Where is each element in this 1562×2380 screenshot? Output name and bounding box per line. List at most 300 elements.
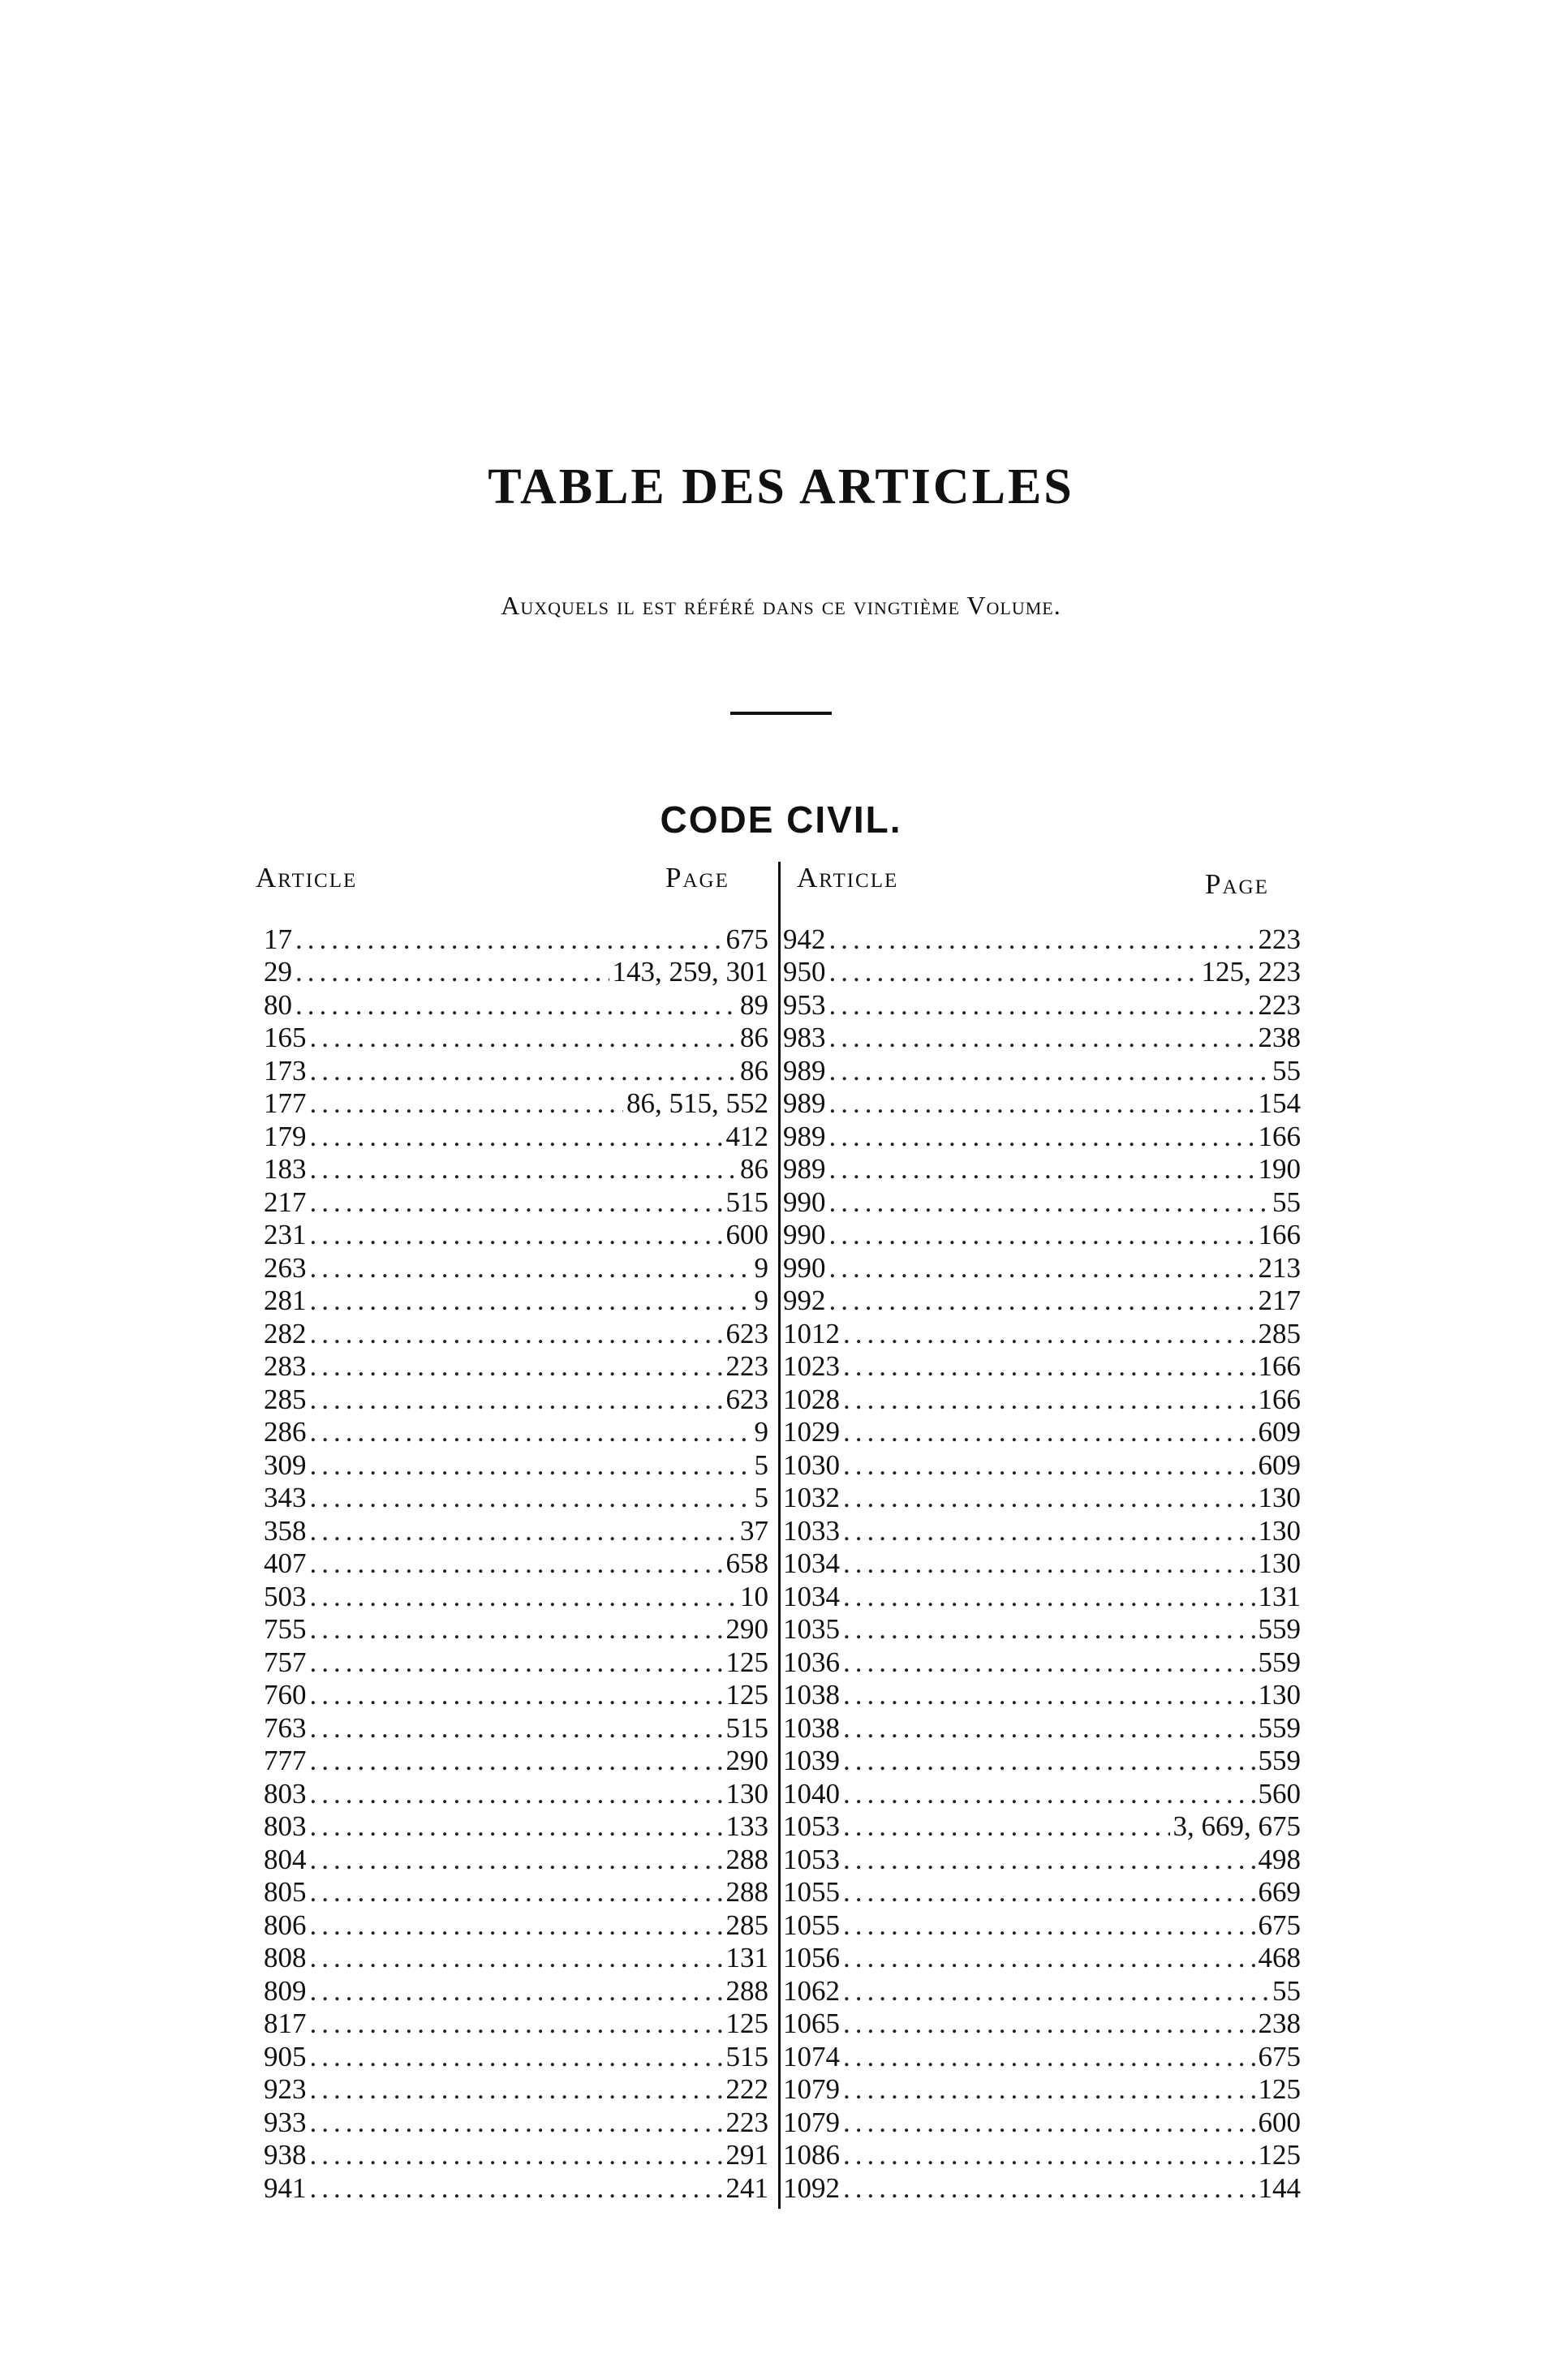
index-row bbox=[783, 1646, 1301, 1679]
article-number: 1053 bbox=[783, 1810, 840, 1842]
page-reference: 37 bbox=[740, 1514, 768, 1547]
page-reference: 285 bbox=[725, 1909, 768, 1941]
page-reference: 166 bbox=[1258, 1219, 1301, 1250]
page-reference: 468 bbox=[1258, 1942, 1301, 1973]
article-number: 1055 bbox=[783, 1909, 840, 1941]
article-number: 1055 bbox=[783, 1876, 840, 1908]
dot-leader bbox=[843, 1844, 1255, 1876]
page-reference: 190 bbox=[1258, 1153, 1301, 1185]
article-number: 165 bbox=[264, 1022, 307, 1053]
page-reference: 222 bbox=[725, 2073, 768, 2105]
dot-leader bbox=[843, 2139, 1255, 2171]
page-reference: 600 bbox=[725, 1219, 768, 1250]
index-row bbox=[264, 1120, 768, 1153]
article-number: 1038 bbox=[783, 1711, 840, 1744]
page-reference: 130 bbox=[1258, 1482, 1301, 1513]
page-reference: 166 bbox=[1258, 1383, 1301, 1415]
article-number: 1065 bbox=[783, 2008, 840, 2039]
dot-leader bbox=[829, 1055, 1270, 1087]
page-reference: 288 bbox=[725, 1876, 768, 1908]
article-number: 809 bbox=[264, 1974, 307, 2007]
page-reference: 213 bbox=[1258, 1251, 1301, 1284]
page-reference: 675 bbox=[1258, 2040, 1301, 2072]
page-reference: 144 bbox=[1258, 2171, 1301, 2204]
index-row bbox=[264, 1711, 768, 1745]
index-row bbox=[264, 956, 768, 989]
dot-leader bbox=[310, 1712, 723, 1745]
page-reference: 290 bbox=[725, 1745, 768, 1776]
dot-leader bbox=[310, 1252, 751, 1285]
article-number: 1034 bbox=[783, 1580, 840, 1612]
index-row bbox=[264, 1285, 768, 1318]
index-row bbox=[783, 1679, 1301, 1712]
right-index-list bbox=[783, 923, 1301, 2205]
page-reference: 241 bbox=[725, 2171, 768, 2204]
dot-leader bbox=[310, 1416, 751, 1448]
index-row bbox=[783, 1317, 1301, 1350]
index-row bbox=[264, 1317, 768, 1350]
page-reference: 290 bbox=[725, 1613, 768, 1645]
article-number: 1032 bbox=[783, 1482, 840, 1513]
dot-leader bbox=[295, 956, 609, 988]
article-number: 1012 bbox=[783, 1317, 840, 1349]
article-number: 817 bbox=[264, 2008, 307, 2039]
dot-leader bbox=[295, 923, 723, 956]
article-number: 755 bbox=[264, 1613, 307, 1645]
index-row bbox=[264, 1054, 768, 1087]
dot-leader bbox=[310, 1745, 723, 1777]
dot-leader bbox=[829, 1186, 1270, 1219]
dot-leader bbox=[310, 1219, 723, 1251]
index-row bbox=[264, 2106, 768, 2139]
article-number: 283 bbox=[264, 1350, 307, 1382]
page-reference: 55 bbox=[1272, 1186, 1301, 1218]
article-number: 808 bbox=[264, 1942, 307, 1973]
index-row bbox=[264, 1153, 768, 1186]
index-row bbox=[783, 1448, 1301, 1482]
article-number: 990 bbox=[783, 1251, 826, 1284]
dot-leader bbox=[310, 1186, 723, 1219]
index-row bbox=[264, 1646, 768, 1679]
page-reference: 9 bbox=[754, 1416, 768, 1448]
index-row bbox=[783, 2106, 1301, 2139]
page-reference: 5 bbox=[754, 1482, 768, 1513]
index-row bbox=[264, 2040, 768, 2073]
page-reference: 223 bbox=[725, 1350, 768, 1382]
index-row bbox=[264, 1383, 768, 1416]
article-number: 1034 bbox=[783, 1547, 840, 1579]
index-row bbox=[264, 1876, 768, 1909]
article-number: 953 bbox=[783, 988, 826, 1021]
index-row bbox=[264, 1514, 768, 1547]
index-row bbox=[264, 2171, 768, 2205]
index-row bbox=[264, 1613, 768, 1646]
article-number: 179 bbox=[264, 1120, 307, 1152]
column-divider bbox=[778, 862, 781, 2209]
page-reference: 498 bbox=[1258, 1843, 1301, 1875]
page-reference: 658 bbox=[725, 1547, 768, 1579]
article-number: 1062 bbox=[783, 1974, 840, 2007]
article-number: 263 bbox=[264, 1251, 307, 1284]
dot-leader bbox=[843, 1613, 1255, 1646]
page-reference: 559 bbox=[1258, 1646, 1301, 1678]
index-row bbox=[783, 1876, 1301, 1909]
index-row bbox=[264, 988, 768, 1022]
dot-leader bbox=[843, 1515, 1255, 1547]
index-row bbox=[783, 1219, 1301, 1252]
article-number: 231 bbox=[264, 1219, 307, 1250]
dot-leader bbox=[843, 2073, 1255, 2106]
page-reference: 125 bbox=[1258, 2073, 1301, 2105]
page-reference: 89 bbox=[740, 988, 768, 1021]
dot-leader bbox=[843, 2041, 1255, 2073]
dot-leader bbox=[310, 1087, 624, 1120]
dot-leader bbox=[829, 1087, 1255, 1120]
page-reference: 130 bbox=[1258, 1514, 1301, 1547]
index-row bbox=[264, 1482, 768, 1515]
article-number: 29 bbox=[264, 956, 292, 988]
dot-leader bbox=[829, 989, 1255, 1022]
dot-leader bbox=[843, 1975, 1269, 2008]
article-number: 1092 bbox=[783, 2171, 840, 2204]
article-number: 923 bbox=[264, 2073, 307, 2105]
index-row bbox=[264, 1186, 768, 1219]
dot-leader bbox=[829, 923, 1255, 956]
index-row bbox=[264, 1251, 768, 1285]
index-row bbox=[264, 923, 768, 956]
left-article-header: Article bbox=[256, 862, 358, 893]
page-reference: 600 bbox=[1258, 2106, 1301, 2138]
article-number: 1086 bbox=[783, 2139, 840, 2171]
dot-leader bbox=[843, 2172, 1255, 2205]
article-number: 989 bbox=[783, 1120, 826, 1152]
article-number: 1040 bbox=[783, 1777, 840, 1810]
page-reference: 560 bbox=[1258, 1777, 1301, 1810]
index-row bbox=[783, 956, 1301, 989]
page-reference: 10 bbox=[740, 1580, 768, 1612]
index-row bbox=[264, 1350, 768, 1384]
dot-leader bbox=[829, 1285, 1255, 1317]
article-number: 942 bbox=[783, 923, 826, 955]
left-index-list bbox=[264, 923, 768, 2205]
page-reference: 125 bbox=[1258, 2139, 1301, 2171]
page-reference: 131 bbox=[725, 1942, 768, 1973]
page-reference: 675 bbox=[1258, 1909, 1301, 1941]
index-row bbox=[264, 1974, 768, 2008]
article-number: 803 bbox=[264, 1810, 307, 1842]
article-number: 343 bbox=[264, 1482, 307, 1513]
page-reference: 559 bbox=[1258, 1613, 1301, 1645]
dot-leader bbox=[843, 2107, 1255, 2139]
page-reference: 86 bbox=[740, 1022, 768, 1053]
article-number: 17 bbox=[264, 923, 292, 955]
article-number: 992 bbox=[783, 1285, 826, 1316]
dot-leader bbox=[310, 1844, 723, 1876]
dot-leader bbox=[310, 1285, 751, 1317]
dot-leader bbox=[843, 1350, 1255, 1383]
page-reference: 291 bbox=[725, 2139, 768, 2171]
article-number: 805 bbox=[264, 1876, 307, 1908]
dot-leader bbox=[843, 1416, 1255, 1448]
dot-leader bbox=[310, 1613, 723, 1646]
index-row bbox=[783, 1514, 1301, 1547]
index-row bbox=[264, 2073, 768, 2107]
dot-leader bbox=[310, 1384, 723, 1416]
dot-leader bbox=[310, 2107, 723, 2139]
article-number: 1039 bbox=[783, 1745, 840, 1776]
dot-leader bbox=[843, 1909, 1255, 1942]
index-row bbox=[264, 2139, 768, 2172]
index-row bbox=[264, 1219, 768, 1252]
page-reference: 130 bbox=[1258, 1679, 1301, 1711]
article-number: 804 bbox=[264, 1843, 307, 1875]
page-reference: 125 bbox=[725, 2008, 768, 2039]
page-reference: 86 bbox=[740, 1054, 768, 1087]
index-row bbox=[264, 1909, 768, 1942]
dot-leader bbox=[843, 1482, 1255, 1514]
dot-leader bbox=[310, 1646, 723, 1679]
index-row bbox=[264, 1745, 768, 1778]
page-reference: 559 bbox=[1258, 1711, 1301, 1744]
dot-leader bbox=[310, 1547, 723, 1580]
page-reference: 515 bbox=[725, 1186, 768, 1218]
dot-leader bbox=[843, 1547, 1255, 1580]
article-number: 757 bbox=[264, 1646, 307, 1678]
dot-leader bbox=[829, 1219, 1255, 1251]
page-reference: 223 bbox=[1258, 923, 1301, 955]
article-number: 281 bbox=[264, 1285, 307, 1316]
article-number: 1028 bbox=[783, 1383, 840, 1415]
page-reference: 238 bbox=[1258, 2008, 1301, 2039]
index-row bbox=[783, 1974, 1301, 2008]
right-article-header: Article bbox=[797, 862, 899, 893]
index-row bbox=[783, 1251, 1301, 1285]
article-number: 938 bbox=[264, 2139, 307, 2171]
article-number: 905 bbox=[264, 2040, 307, 2072]
article-number: 989 bbox=[783, 1153, 826, 1185]
left-page-header: Page bbox=[665, 862, 729, 893]
page-reference: 143, 259, 301 bbox=[612, 956, 768, 988]
page-reference: 86, 515, 552 bbox=[626, 1087, 768, 1119]
dot-leader bbox=[310, 1022, 738, 1054]
index-row bbox=[783, 923, 1301, 956]
dot-leader bbox=[843, 1876, 1255, 1909]
dot-leader bbox=[310, 1449, 751, 1482]
index-row bbox=[264, 1942, 768, 1975]
page-reference: 217 bbox=[1258, 1285, 1301, 1316]
article-number: 990 bbox=[783, 1219, 826, 1250]
index-row bbox=[264, 1843, 768, 1876]
dot-leader bbox=[843, 1712, 1255, 1745]
article-number: 286 bbox=[264, 1416, 307, 1448]
page-reference: 223 bbox=[1258, 988, 1301, 1021]
dot-leader bbox=[310, 2139, 723, 2171]
article-number: 1074 bbox=[783, 2040, 840, 2072]
article-number: 1079 bbox=[783, 2106, 840, 2138]
title-divider bbox=[730, 712, 832, 715]
article-number: 933 bbox=[264, 2106, 307, 2138]
page-reference: 55 bbox=[1272, 1974, 1301, 2007]
article-number: 173 bbox=[264, 1054, 307, 1087]
page-reference: 623 bbox=[725, 1383, 768, 1415]
index-row bbox=[264, 1022, 768, 1055]
article-number: 1023 bbox=[783, 1350, 840, 1382]
page-reference: 623 bbox=[725, 1317, 768, 1349]
page-reference: 285 bbox=[1258, 1317, 1301, 1349]
dot-leader bbox=[310, 1679, 723, 1711]
index-row bbox=[783, 1613, 1301, 1646]
dot-leader bbox=[843, 2008, 1255, 2040]
page-reference: 166 bbox=[1258, 1350, 1301, 1382]
page-reference: 125, 223 bbox=[1201, 956, 1301, 988]
article-number: 80 bbox=[264, 988, 292, 1021]
dot-leader bbox=[295, 989, 737, 1022]
article-number: 503 bbox=[264, 1580, 307, 1612]
index-row bbox=[783, 1087, 1301, 1121]
page-reference: 3, 669, 675 bbox=[1173, 1810, 1301, 1842]
dot-leader bbox=[843, 1778, 1255, 1810]
dot-leader bbox=[310, 1350, 723, 1383]
dot-leader bbox=[843, 1810, 1170, 1843]
article-number: 1036 bbox=[783, 1646, 840, 1678]
index-row bbox=[783, 1285, 1301, 1318]
page-reference: 559 bbox=[1258, 1745, 1301, 1776]
article-number: 183 bbox=[264, 1153, 307, 1185]
article-number: 983 bbox=[783, 1022, 826, 1053]
article-number: 760 bbox=[264, 1679, 307, 1711]
page-reference: 9 bbox=[754, 1285, 768, 1316]
index-row bbox=[783, 1810, 1301, 1844]
article-number: 763 bbox=[264, 1711, 307, 1744]
dot-leader bbox=[310, 1975, 723, 2008]
article-number: 1053 bbox=[783, 1843, 840, 1875]
dot-leader bbox=[310, 1876, 723, 1909]
dot-leader bbox=[310, 1909, 723, 1942]
index-row bbox=[264, 1580, 768, 1613]
dot-leader bbox=[843, 1318, 1255, 1350]
dot-leader bbox=[310, 1121, 723, 1153]
index-row bbox=[264, 1416, 768, 1449]
index-row bbox=[783, 1022, 1301, 1055]
article-number: 177 bbox=[264, 1087, 307, 1119]
index-row bbox=[783, 1843, 1301, 1876]
index-row bbox=[783, 1120, 1301, 1153]
dot-leader bbox=[310, 2041, 723, 2073]
section-heading: CODE CIVIL. bbox=[660, 798, 902, 841]
article-number: 806 bbox=[264, 1909, 307, 1941]
page-reference: 86 bbox=[740, 1153, 768, 1185]
dot-leader bbox=[829, 956, 1198, 988]
index-row bbox=[783, 2171, 1301, 2205]
page-reference: 412 bbox=[725, 1120, 768, 1152]
page-reference: 5 bbox=[754, 1448, 768, 1481]
dot-leader bbox=[843, 1646, 1255, 1679]
page-reference: 609 bbox=[1258, 1416, 1301, 1448]
index-row bbox=[783, 1711, 1301, 1745]
index-row bbox=[264, 1777, 768, 1810]
page-reference: 288 bbox=[725, 1974, 768, 2007]
dot-leader bbox=[843, 1745, 1255, 1777]
page-reference: 133 bbox=[725, 1810, 768, 1842]
page-reference: 675 bbox=[725, 923, 768, 955]
index-row bbox=[783, 1547, 1301, 1581]
article-number: 407 bbox=[264, 1547, 307, 1579]
dot-leader bbox=[310, 2008, 723, 2040]
index-row bbox=[783, 1942, 1301, 1975]
dot-leader bbox=[843, 1942, 1255, 1974]
article-number: 989 bbox=[783, 1054, 826, 1087]
article-number: 1035 bbox=[783, 1613, 840, 1645]
dot-leader bbox=[310, 1318, 723, 1350]
page-reference: 131 bbox=[1258, 1580, 1301, 1612]
article-number: 990 bbox=[783, 1186, 826, 1218]
dot-leader bbox=[829, 1252, 1255, 1285]
article-number: 777 bbox=[264, 1745, 307, 1776]
article-number: 803 bbox=[264, 1777, 307, 1810]
dot-leader bbox=[829, 1022, 1255, 1054]
index-row bbox=[783, 2073, 1301, 2107]
index-row bbox=[783, 1580, 1301, 1613]
article-number: 285 bbox=[264, 1383, 307, 1415]
page-reference: 125 bbox=[725, 1646, 768, 1678]
index-row bbox=[783, 988, 1301, 1022]
dot-leader bbox=[310, 1942, 723, 1974]
index-row bbox=[264, 1547, 768, 1581]
article-number: 1033 bbox=[783, 1514, 840, 1547]
page-reference: 223 bbox=[725, 2106, 768, 2138]
page-reference: 288 bbox=[725, 1843, 768, 1875]
index-row bbox=[783, 1054, 1301, 1087]
article-number: 309 bbox=[264, 1448, 307, 1481]
dot-leader bbox=[843, 1581, 1255, 1613]
index-row bbox=[783, 1777, 1301, 1810]
article-number: 1038 bbox=[783, 1679, 840, 1711]
index-row bbox=[264, 1810, 768, 1844]
page-reference: 609 bbox=[1258, 1448, 1301, 1481]
index-row bbox=[783, 1745, 1301, 1778]
article-number: 1029 bbox=[783, 1416, 840, 1448]
page-reference: 130 bbox=[1258, 1547, 1301, 1579]
index-row bbox=[264, 1679, 768, 1712]
index-row bbox=[783, 2008, 1301, 2041]
article-number: 941 bbox=[264, 2171, 307, 2204]
page-reference: 130 bbox=[725, 1777, 768, 1810]
article-number: 1056 bbox=[783, 1942, 840, 1973]
dot-leader bbox=[310, 1153, 738, 1186]
dot-leader bbox=[310, 1810, 723, 1843]
dot-leader bbox=[310, 2172, 723, 2205]
dot-leader bbox=[310, 1581, 738, 1613]
dot-leader bbox=[843, 1679, 1255, 1711]
dot-leader bbox=[843, 1384, 1255, 1416]
page-reference: 154 bbox=[1258, 1087, 1301, 1119]
page-reference: 125 bbox=[725, 1679, 768, 1711]
index-row bbox=[264, 1448, 768, 1482]
dot-leader bbox=[310, 2073, 723, 2106]
page-reference: 515 bbox=[725, 1711, 768, 1744]
page-subtitle: Auxquels il est référé dans ce vingtième Volume. bbox=[501, 591, 1061, 620]
dot-leader bbox=[310, 1515, 738, 1547]
article-number: 950 bbox=[783, 956, 826, 988]
page-reference: 9 bbox=[754, 1251, 768, 1284]
index-row bbox=[783, 1186, 1301, 1219]
dot-leader bbox=[310, 1055, 738, 1087]
dot-leader bbox=[310, 1778, 723, 1810]
article-number: 1079 bbox=[783, 2073, 840, 2105]
index-row bbox=[783, 2040, 1301, 2073]
page-reference: 166 bbox=[1258, 1120, 1301, 1152]
right-page-header: Page bbox=[1205, 868, 1269, 900]
